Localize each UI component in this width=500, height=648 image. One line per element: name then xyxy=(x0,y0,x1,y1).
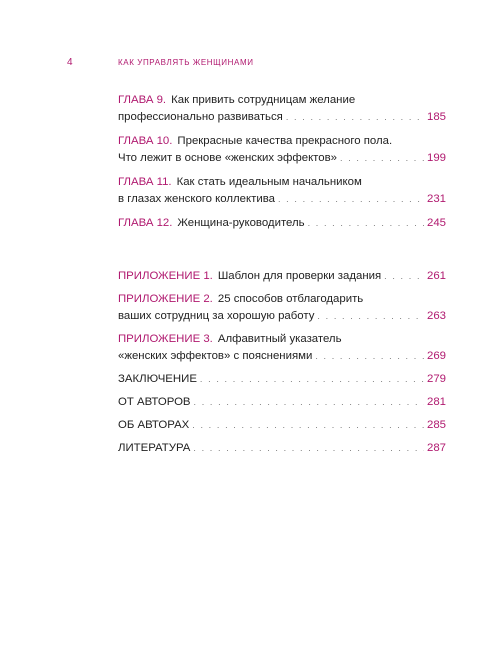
toc-entry-from-authors[interactable] xyxy=(118,394,446,411)
running-header xyxy=(0,57,500,71)
toc-page-number: 263 xyxy=(426,310,446,322)
dot-leader xyxy=(194,394,424,411)
toc-title: ЗАКЛЮЧЕНИЕ xyxy=(118,373,197,385)
toc-page-number: 245 xyxy=(426,217,446,229)
toc-page-number: 279 xyxy=(426,373,446,385)
toc-page-number: 231 xyxy=(426,193,446,205)
toc-page-number: 285 xyxy=(426,419,446,431)
toc-title-continued: Что лежит в основе «женских эффектов» xyxy=(118,152,337,164)
toc-entry-chapter-10[interactable] xyxy=(118,133,446,167)
toc-label: ГЛАВА 10. xyxy=(118,135,173,147)
toc-entry-appendix-1[interactable] xyxy=(118,268,446,285)
toc-entry-appendix-3[interactable] xyxy=(118,331,446,365)
toc-title: 25 способов отблагодарить xyxy=(217,293,364,305)
toc-title-continued: профессионально развиваться xyxy=(118,111,283,123)
toc-title: Как привить сотрудницам желание xyxy=(171,94,356,106)
toc-page-number: 287 xyxy=(426,442,446,454)
toc-page-number: 185 xyxy=(426,111,446,123)
toc-entry-literature[interactable] xyxy=(118,440,446,457)
toc-entry-appendix-2[interactable] xyxy=(118,291,446,325)
toc-title: Как стать идеальным начальником xyxy=(176,176,362,188)
page-number: 4 xyxy=(67,57,73,68)
running-title: КАК УПРАВЛЯТЬ ЖЕНЩИНАМИ xyxy=(118,58,254,67)
dot-leader xyxy=(192,417,424,434)
dot-leader xyxy=(286,109,424,126)
toc-label: ПРИЛОЖЕНИЕ 3. xyxy=(118,333,213,345)
toc-title: Прекрасные качества прекрасного пола. xyxy=(177,135,393,147)
toc-page-number: 261 xyxy=(426,270,446,282)
table-of-contents xyxy=(118,92,446,457)
toc-entry-chapter-11[interactable] xyxy=(118,174,446,208)
toc-title: ОБ АВТОРАХ xyxy=(118,419,190,431)
dot-leader xyxy=(308,215,424,232)
toc-label: ГЛАВА 12. xyxy=(118,217,173,229)
dot-leader xyxy=(315,348,424,365)
toc-entry-chapter-9[interactable] xyxy=(118,92,446,126)
toc-label: ГЛАВА 11. xyxy=(118,176,172,188)
dot-leader xyxy=(278,191,424,208)
toc-label: ПРИЛОЖЕНИЕ 1. xyxy=(118,270,213,282)
toc-title-continued: ваших сотрудниц за хорошую работу xyxy=(118,310,315,322)
dot-leader xyxy=(200,371,424,388)
dot-leader xyxy=(317,308,424,325)
toc-title: ЛИТЕРАТУРА xyxy=(118,442,191,454)
toc-page-number: 281 xyxy=(426,396,446,408)
toc-label: ПРИЛОЖЕНИЕ 2. xyxy=(118,293,213,305)
toc-entry-conclusion[interactable] xyxy=(118,371,446,388)
toc-title: Шаблон для проверки задания xyxy=(217,270,382,282)
toc-title-continued: «женских эффектов» с пояснениями xyxy=(118,350,313,362)
toc-label: ГЛАВА 9. xyxy=(118,94,167,106)
toc-page-number: 199 xyxy=(426,152,446,164)
toc-title: Алфавитный указатель xyxy=(217,333,342,345)
toc-title-continued: в глазах женского коллектива xyxy=(118,193,275,205)
dot-leader xyxy=(193,440,424,457)
dot-leader xyxy=(384,268,424,285)
toc-title: ОТ АВТОРОВ xyxy=(118,396,191,408)
toc-page-number: 269 xyxy=(426,350,446,362)
dot-leader xyxy=(340,150,424,167)
toc-entry-chapter-12[interactable] xyxy=(118,215,446,232)
toc-entry-about-authors[interactable] xyxy=(118,417,446,434)
toc-title: Женщина-руководитель xyxy=(177,217,305,229)
